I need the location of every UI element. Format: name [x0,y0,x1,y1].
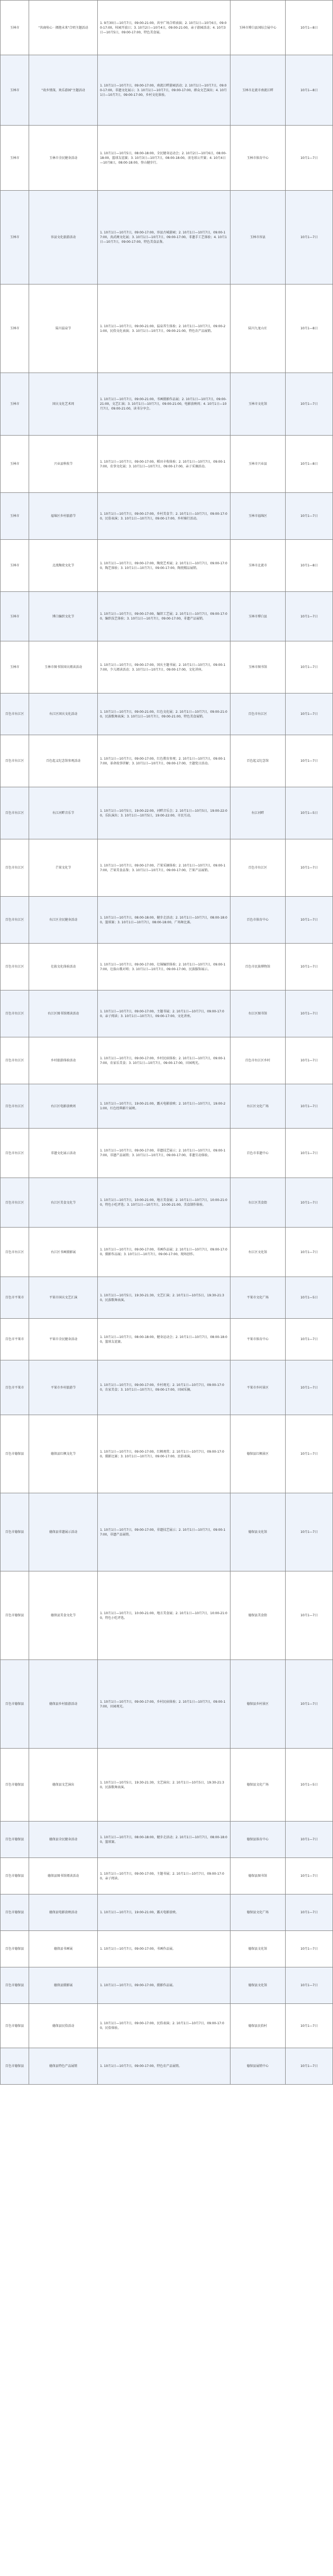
table-row [1,1931,333,1967]
table-row [1,1037,333,1084]
time-cell: 10月1—7日 [285,1967,332,2004]
place-cell: 玉林市博白县国际会展中心 [230,1,285,55]
table-row [1,1894,333,1931]
event-content-cell: 1. 10月1日—10月7日，09:00-17:00，书画作品展；2. 10月1日—10月7日，09:00-17:00，摄影作品展；3. 10月1日—10月7日，09:00-17:00，现场创作。 [98,1228,230,1277]
event-content-cell: 1. 9月30日—10月7日，09:00-21:00，共享广场合唱表演；2. 10月1日—10月6日，09:00-17:00，桂园开放日；3. 10月2日—10月4日，09:00-21:00，亲子游园活动；4. 10月3日—10月5日，09:00-17:00，特色美食展。 [98,1,230,55]
table-row [1,1749,333,1822]
city-cell: 百色市平果市 [1,1319,29,1360]
table-row [1,1415,333,1493]
event-name-cell: 德保县文艺演出 [29,1749,98,1822]
time-cell: 10月1—7日 [285,191,332,284]
event-content-cell: 1. 10月1日—10月5日，19:30-21:30，文艺汇演；2. 10月1日—10月5日，19:30-21:30，民族歌舞表演。 [98,1277,230,1319]
city-cell: 百色市右江区 [1,1178,29,1228]
table-row [1,990,333,1037]
city-cell: 百色市德保县 [1,1894,29,1931]
event-name-cell: 国庆文化艺术周 [29,373,98,436]
place-cell: 德保县红枫景区 [230,1415,285,1493]
time-cell: 10月1—5日 [285,1277,332,1319]
place-cell: 平果市体育中心 [230,1319,285,1360]
event-content-cell: 1. 10月1日—10月7日，09:00-17:00，容县古城游园；2. 10月1日—10月7日，09:00-17:00，真武阁文化展；3. 10月1日—10月7日，09:00-17:00，非遗手工艺体验；4. 10月1日—10月7日，09:00-17:00，特色美食品鉴。 [98,191,230,284]
city-cell: 玉林市 [1,592,29,641]
city-cell: 百色市德保县 [1,1749,29,1822]
event-content-cell: 1. 10月1日—10月7日，09:00-17:00，国庆主题书展；2. 10月1日—10月7日，09:00-17:00，少儿阅读活动；3. 10月1日—10月7日，09:00-17:00，文化讲座。 [98,641,230,693]
city-cell: 玉林市 [1,55,29,126]
time-cell: 10月1—7日 [285,1228,332,1277]
place-cell: 玉林市北流市南流江畔 [230,55,285,126]
place-cell: 百色起义纪念馆 [230,735,285,787]
table-row [1,540,333,592]
place-cell: 百色市右江区 [230,693,285,735]
table-row [1,1178,333,1228]
place-cell: 德保县文化广场 [230,1749,285,1822]
time-cell: 10月1—7日 [285,1571,332,1660]
event-name-cell: 百色起义纪念馆参观活动 [29,735,98,787]
time-cell: 10月1—5日 [285,787,332,839]
city-cell: 百色市德保县 [1,1415,29,1493]
place-cell: 右江河畔 [230,787,285,839]
event-name-cell: 德保县特色产品展销 [29,2048,98,2085]
table-row [1,2048,333,2085]
city-cell: 百色市右江区 [1,944,29,990]
table-row [1,1660,333,1749]
event-content-cell: 1. 10月1日—10月7日，09:00-17:00，芒果采摘体验；2. 10月1日—10月7日，09:00-17:00，芒果美食品鉴；3. 10月1日—10月7日，09:00-17:00，芒果产品展销。 [98,839,230,897]
event-content-cell: 1. 10月1日—10月7日，09:00-17:00，民俗表演；2. 10月1日—10月7日，09:00-17:00，民俗体验。 [98,2004,230,2048]
time-cell: 10月1—7日 [285,126,332,191]
city-cell: 百色市右江区 [1,1228,29,1277]
event-content-cell: 1. 10月1日—10月5日，19:30-21:30，文艺演出；2. 10月1日—10月5日，19:30-21:30，民族歌舞表演。 [98,1749,230,1822]
place-cell: 右江区文化馆 [230,1228,285,1277]
time-cell: 10月1—8日 [285,436,332,493]
time-cell: 10月1—7日 [285,641,332,693]
city-cell: 玉林市 [1,191,29,284]
table-row [1,1822,333,1858]
place-cell: 德保县民俗村 [230,2004,285,2048]
city-cell: 百色市右江区 [1,897,29,944]
events-table-body [1,1,333,2085]
city-cell: 百色市右江区 [1,787,29,839]
city-cell: 百色市右江区 [1,839,29,897]
event-content-cell: 1. 10月1日—10月7日，09:00-21:00，书画摄影作品展；2. 10月1日—10月7日，09:00-21:00，文艺汇演；3. 10月1日—10月7日，09:00-21:00，电影放映周；4. 10月1日—10月7日，09:00-21:00，读书分享会。 [98,373,230,436]
table-row [1,1319,333,1360]
city-cell: 百色市平果市 [1,1277,29,1319]
table-row [1,641,333,693]
city-cell: 百色市德保县 [1,1858,29,1894]
event-name-cell: 德保县摄影展 [29,1967,98,2004]
time-cell: 10月1—7日 [285,839,332,897]
event-name-cell: 德保县乡村旅游活动 [29,1660,98,1749]
time-cell: 10月1—8日 [285,540,332,592]
place-cell: 百色市体育中心 [230,897,285,944]
event-name-cell: 德保县全民健身活动 [29,1822,98,1858]
event-content-cell: 1. 10月1日—10月7日，09:00-17:00，壮锦编织体验；2. 10月1日—10月7日，09:00-17:00，壮族山歌对唱；3. 10月1日—10月7日，09:00-17:00，民族服饰展示。 [98,944,230,990]
place-cell: 玉林市兴业县 [230,436,285,493]
time-cell: 10月1—7日 [285,373,332,436]
place-cell: 陆川九龙山庄 [230,284,285,373]
table-row [1,693,333,735]
city-cell: 百色市右江区 [1,990,29,1037]
table-row [1,1228,333,1277]
place-cell: 玉林市博白县 [230,592,285,641]
table-row [1,897,333,944]
event-content-cell: 1. 10月1日—10月7日，08:00-18:00，健步走活动；2. 10月1日—10月7日，08:00-18:00，篮球赛。 [98,1822,230,1858]
time-cell: 10月1—7日 [285,2048,332,2085]
place-cell: 玉林市北流市 [230,540,285,592]
table-row [1,55,333,126]
city-cell: 玉林市 [1,540,29,592]
place-cell: 右江区图书馆 [230,990,285,1037]
table-row [1,1129,333,1178]
event-name-cell: 右江区图书馆阅读活动 [29,990,98,1037]
time-cell: 10月1—7日 [285,1660,332,1749]
event-name-cell: 兴业县秋收节 [29,436,98,493]
time-cell: 10月1—7日 [285,1894,332,1931]
city-cell: 百色市右江区 [1,693,29,735]
place-cell: 百色市右江区 [230,839,285,897]
place-cell: 百色市右江区乡村 [230,1037,285,1084]
place-cell: 德保县美食街 [230,1571,285,1660]
event-name-cell: 右江区国庆文化活动 [29,693,98,735]
event-name-cell: 壮族文化体验活动 [29,944,98,990]
place-cell: 右江区文化广场 [230,1084,285,1129]
event-name-cell: 右江区书画摄影展 [29,1228,98,1277]
event-content-cell: 1. 10月1日—10月7日，08:00-18:00，健步走活动；2. 10月1日—10月7日，08:00-18:00，篮球赛；3. 10月1日—10月7日，08:00-18:00，广场舞比赛。 [98,897,230,944]
place-cell: 右江区美食街 [230,1178,285,1228]
event-content-cell: 1. 10月1日—10月5日，08:00-18:00，全民健身运动会；2. 10月2日—10月6日，08:00-18:00，篮球友谊赛；3. 10月3日—10月7日，08:00-18:00，羽毛球公开赛；4. 10月4日—10月8日，08:00-18:00，登山健步行。 [98,126,230,191]
event-name-cell: 德保县非遗展示活动 [29,1493,98,1571]
event-content-cell: 1. 10月1日—10月7日，10:00-21:00，地方美食展；2. 10月1日—10月7日，10:00-21:00，特色小吃评选。 [98,1571,230,1660]
time-cell: 10月1—7日 [285,1178,332,1228]
time-cell: 10月1—7日 [285,1084,332,1129]
city-cell: 玉林市 [1,436,29,493]
event-name-cell: 玉林市图书馆国庆阅读活动 [29,641,98,693]
event-content-cell: 1. 10月1日—10月7日，09:00-17:00，主题书展；2. 10月1日—10月7日，09:00-17:00，亲子阅读。 [98,1858,230,1894]
place-cell: 德保县文化馆 [230,1931,285,1967]
city-cell: 玉林市 [1,641,29,693]
table-row [1,493,333,540]
city-cell: 百色市德保县 [1,2048,29,2085]
event-content-cell: 1. 10月1日—10月7日，09:00-17:00，非遗技艺展示；2. 10月1日—10月7日，09:00-17:00，非遗产品展销。 [98,1493,230,1571]
event-name-cell: 乡村旅游体验活动 [29,1037,98,1084]
event-content-cell: 1. 10月1日—10月7日，08:00-18:00，健身运动会；2. 10月1日—10月7日，08:00-18:00，篮球友谊赛。 [98,1319,230,1360]
table-row [1,787,333,839]
event-content-cell: 1. 10月1日—10月7日，09:00-17:00，陶瓷艺术展；2. 10月1日—10月7日，09:00-17:00，陶艺体验；3. 10月1日—10月7日，09:00-17:00，陶瓷精品展销。 [98,540,230,592]
place-cell: 玉林市体育中心 [230,126,285,191]
city-cell: 百色市德保县 [1,1571,29,1660]
table-row [1,1084,333,1129]
city-cell: 玉林市 [1,373,29,436]
city-cell: 百色市右江区 [1,1037,29,1084]
event-name-cell: "共商桂心 · 拥抱未来"合唱主题活动 [29,1,98,55]
event-content-cell: 1. 10月1日—10月5日，19:00-22:00，河畔音乐会；2. 10月1日—10月5日，19:00-22:00，乐队演出；3. 10月1日—10月5日，19:00-22:00，市民互动。 [98,787,230,839]
event-content-cell: 1. 10月1日—10月7日，09:00-17:00，乡村民宿体验；2. 10月1日—10月7日，09:00-17:00，田园观光。 [98,1660,230,1749]
time-cell: 10月1—7日 [285,693,332,735]
event-name-cell: 德保县图书馆阅读活动 [29,1858,98,1894]
event-content-cell: 1. 10月1日—10月7日，09:00-17:00，摄影作品展。 [98,1967,230,2004]
event-content-cell: 1. 10月1日—10月7日，09:00-17:00，南流江畔游园活动；2. 10月1日—10月7日，09:00-17:00，非遗文化展示；3. 10月1日—10月7日，09:00-17:00，群众文艺演出；4. 10月1日—10月7日，09:00-17:00，乡村文化体验。 [98,55,230,126]
event-name-cell: 右江区全民健身活动 [29,897,98,944]
time-cell: 10月1—8日 [285,55,332,126]
event-name-cell: 德保县书画展 [29,1931,98,1967]
event-name-cell: 德保县电影放映活动 [29,1894,98,1931]
city-cell: 玉林市 [1,493,29,540]
place-cell: 德保县文化广场 [230,1894,285,1931]
city-cell: 百色市右江区 [1,735,29,787]
event-name-cell: 芒果文化节 [29,839,98,897]
event-name-cell: 容县文化旅游活动 [29,191,98,284]
time-cell: 10月1—7日 [285,1037,332,1084]
table-row [1,735,333,787]
place-cell: 百色市非遗中心 [230,1129,285,1178]
city-cell: 百色市德保县 [1,1931,29,1967]
place-cell: 玉林市容县 [230,191,285,284]
event-name-cell: 右江河畔音乐节 [29,787,98,839]
time-cell: 10月1—7日 [285,990,332,1037]
event-name-cell: 右江区电影放映周 [29,1084,98,1129]
place-cell: 德保县文化馆 [230,1493,285,1571]
event-name-cell: 非遗文化展示活动 [29,1129,98,1178]
table-row [1,2004,333,2048]
event-name-cell: 德保县民俗活动 [29,2004,98,2048]
table-row [1,1493,333,1571]
city-cell: 百色市平果市 [1,1360,29,1415]
time-cell: 10月1—7日 [285,592,332,641]
place-cell: 玉林市福绵区 [230,493,285,540]
time-cell: 10月1—8日 [285,1,332,55]
time-cell: 10月1—7日 [285,1129,332,1178]
event-content-cell: 1. 10月1日—10月7日，09:00-17:00，红枫观赏；2. 10月1日—10月7日，09:00-17:00，摄影比赛；3. 10月1日—10月7日，09:00-17:00，民俗表演。 [98,1415,230,1493]
event-name-cell: 平果市乡村旅游节 [29,1360,98,1415]
time-cell: 10月1—7日 [285,1931,332,1967]
place-cell: 德保县图书馆 [230,1858,285,1894]
city-cell: 百色市德保县 [1,1967,29,2004]
event-content-cell: 1. 10月1日—10月7日，19:00-21:00，露天电影放映。 [98,1894,230,1931]
city-cell: 百色市德保县 [1,2004,29,2048]
time-cell: 10月1—7日 [285,1493,332,1571]
place-cell: 德保县乡村景区 [230,1660,285,1749]
event-content-cell: 1. 10月1日—10月7日，09:00-17:00，红色教育参观；2. 10月1日—10月7日，09:00-17:00，革命故事讲解；3. 10月1日—10月7日，09:00-17:00，主题党日活动。 [98,735,230,787]
event-name-cell: 福绵区乡村旅游节 [29,493,98,540]
time-cell: 10月1—7日 [285,944,332,990]
table-row [1,944,333,990]
table-row [1,1858,333,1894]
table-row [1,592,333,641]
place-cell: 百色市民族博物馆 [230,944,285,990]
event-name-cell: 北流陶瓷文化节 [29,540,98,592]
place-cell: 玉林市文化馆 [230,373,285,436]
event-content-cell: 1. 10月1日—10月7日，09:00-17:00，乡村观光；2. 10月1日—10月7日，09:00-17:00，农家美食；3. 10月1日—10月7日，09:00-17:00，田园采摘。 [98,1360,230,1415]
city-cell: 百色市右江区 [1,1084,29,1129]
event-name-cell: 德保县美食文化节 [29,1571,98,1660]
table-row [1,191,333,284]
city-cell: 百色市德保县 [1,1660,29,1749]
event-name-cell: "故乡情深，欢乐游园"主题活动 [29,55,98,126]
event-content-cell: 1. 10月1日—10月7日，09:00-17:00，主题书展；2. 10月1日—10月7日，09:00-17:00，亲子阅读；3. 10月1日—10月7日，09:00-17:00，文化讲座。 [98,990,230,1037]
table-row [1,1,333,55]
event-content-cell: 1. 10月1日—10月7日，09:00-17:00，非遗技艺展示；2. 10月1日—10月7日，09:00-17:00，非遗产品展销；3. 10月1日—10月7日，09:00-17:00，非遗互动体验。 [98,1129,230,1178]
event-content-cell: 1. 10月1日—10月7日，09:00-17:00，乡村民宿体验；2. 10月1日—10月7日，09:00-17:00，农家乐美食；3. 10月1日—10月7日，09:00-17:00，田园观光。 [98,1037,230,1084]
place-cell: 平果市乡村景区 [230,1360,285,1415]
event-content-cell: 1. 10月1日—10月7日，09:00-21:00，温泉养生体验；2. 10月1日—10月7日，09:00-21:00，民俗文化表演；3. 10月1日—10月7日，09:00-21:00，特色农产品展销。 [98,284,230,373]
event-content-cell: 1. 10月1日—10月7日，09:00-17:00，乡村美食节；2. 10月1日—10月7日，09:00-17:00，民俗表演；3. 10月1日—10月7日，09:00-17:00，乡村骑行活动。 [98,493,230,540]
table-row [1,1571,333,1660]
time-cell: 10月1—7日 [285,735,332,787]
city-cell: 百色市德保县 [1,1822,29,1858]
time-cell: 10月1—7日 [285,1319,332,1360]
event-content-cell: 1. 10月1日—10月7日，09:00-17:00，稻田丰收体验；2. 10月1日—10月7日，09:00-17:00，农事文化展；3. 10月1日—10月7日，09:00-17:00，亲子采摘活动。 [98,436,230,493]
event-name-cell: 平果市全民健身活动 [29,1319,98,1360]
event-content-cell: 1. 10月1日—10月7日，19:00-21:00，露天电影放映；2. 10月1日—10月7日，19:00-21:00，红色经典影片展映。 [98,1084,230,1129]
city-cell: 百色市德保县 [1,1493,29,1571]
time-cell: 10月1—7日 [285,2004,332,2048]
table-row [1,1277,333,1319]
time-cell: 10月1—7日 [285,897,332,944]
time-cell: 10月1—7日 [285,493,332,540]
event-name-cell: 德保县红枫文化节 [29,1415,98,1493]
event-content-cell: 1. 10月1日—10月7日，09:00-17:00，书画作品展。 [98,1931,230,1967]
place-cell: 玉林市图书馆 [230,641,285,693]
time-cell: 10月1—7日 [285,1822,332,1858]
event-content-cell: 1. 10月1日—10月7日，09:00-17:00，特色农产品展销。 [98,2048,230,2085]
place-cell: 平果市文化广场 [230,1277,285,1319]
event-content-cell: 1. 10月1日—10月7日，10:00-21:00，地方美食展；2. 10月1日—10月7日，10:00-21:00，特色小吃评选；3. 10月1日—10月7日，10:00-21:00，美食制作体验。 [98,1178,230,1228]
city-cell: 百色市右江区 [1,1129,29,1178]
place-cell: 德保县展销中心 [230,2048,285,2085]
time-cell: 10月1—7日 [285,1858,332,1894]
place-cell: 德保县体育中心 [230,1822,285,1858]
time-cell: 10月1—7日 [285,1360,332,1415]
time-cell: 10月1—7日 [285,1415,332,1493]
event-name-cell: 右江区美食文化节 [29,1178,98,1228]
event-name-cell: 博白编织文化节 [29,592,98,641]
place-cell: 德保县文化馆 [230,1967,285,2004]
table-row [1,373,333,436]
event-content-cell: 1. 10月1日—10月7日，09:00-21:00，红色文化展；2. 10月1日—10月7日，09:00-21:00，民族歌舞表演；3. 10月1日—10月7日，09:00-21:00，特色美食展销。 [98,693,230,735]
table-row [1,839,333,897]
event-name-cell: 平果市国庆文艺汇演 [29,1277,98,1319]
table-row [1,1360,333,1415]
city-cell: 玉林市 [1,1,29,55]
city-cell: 玉林市 [1,126,29,191]
event-name-cell: 玉林市全民健身活动 [29,126,98,191]
table-row [1,284,333,373]
event-name-cell: 陆川温泉节 [29,284,98,373]
time-cell: 10月1—8日 [285,284,332,373]
table-row [1,436,333,493]
table-row [1,126,333,191]
event-content-cell: 1. 10月1日—10月7日，09:00-17:00，编织工艺展；2. 10月1日—10月7日，09:00-17:00，编织技艺体验；3. 10月1日—10月7日，09:00-17:00，非遗产品展销。 [98,592,230,641]
city-cell: 玉林市 [1,284,29,373]
table-row [1,1967,333,2004]
time-cell: 10月1—5日 [285,1749,332,1822]
